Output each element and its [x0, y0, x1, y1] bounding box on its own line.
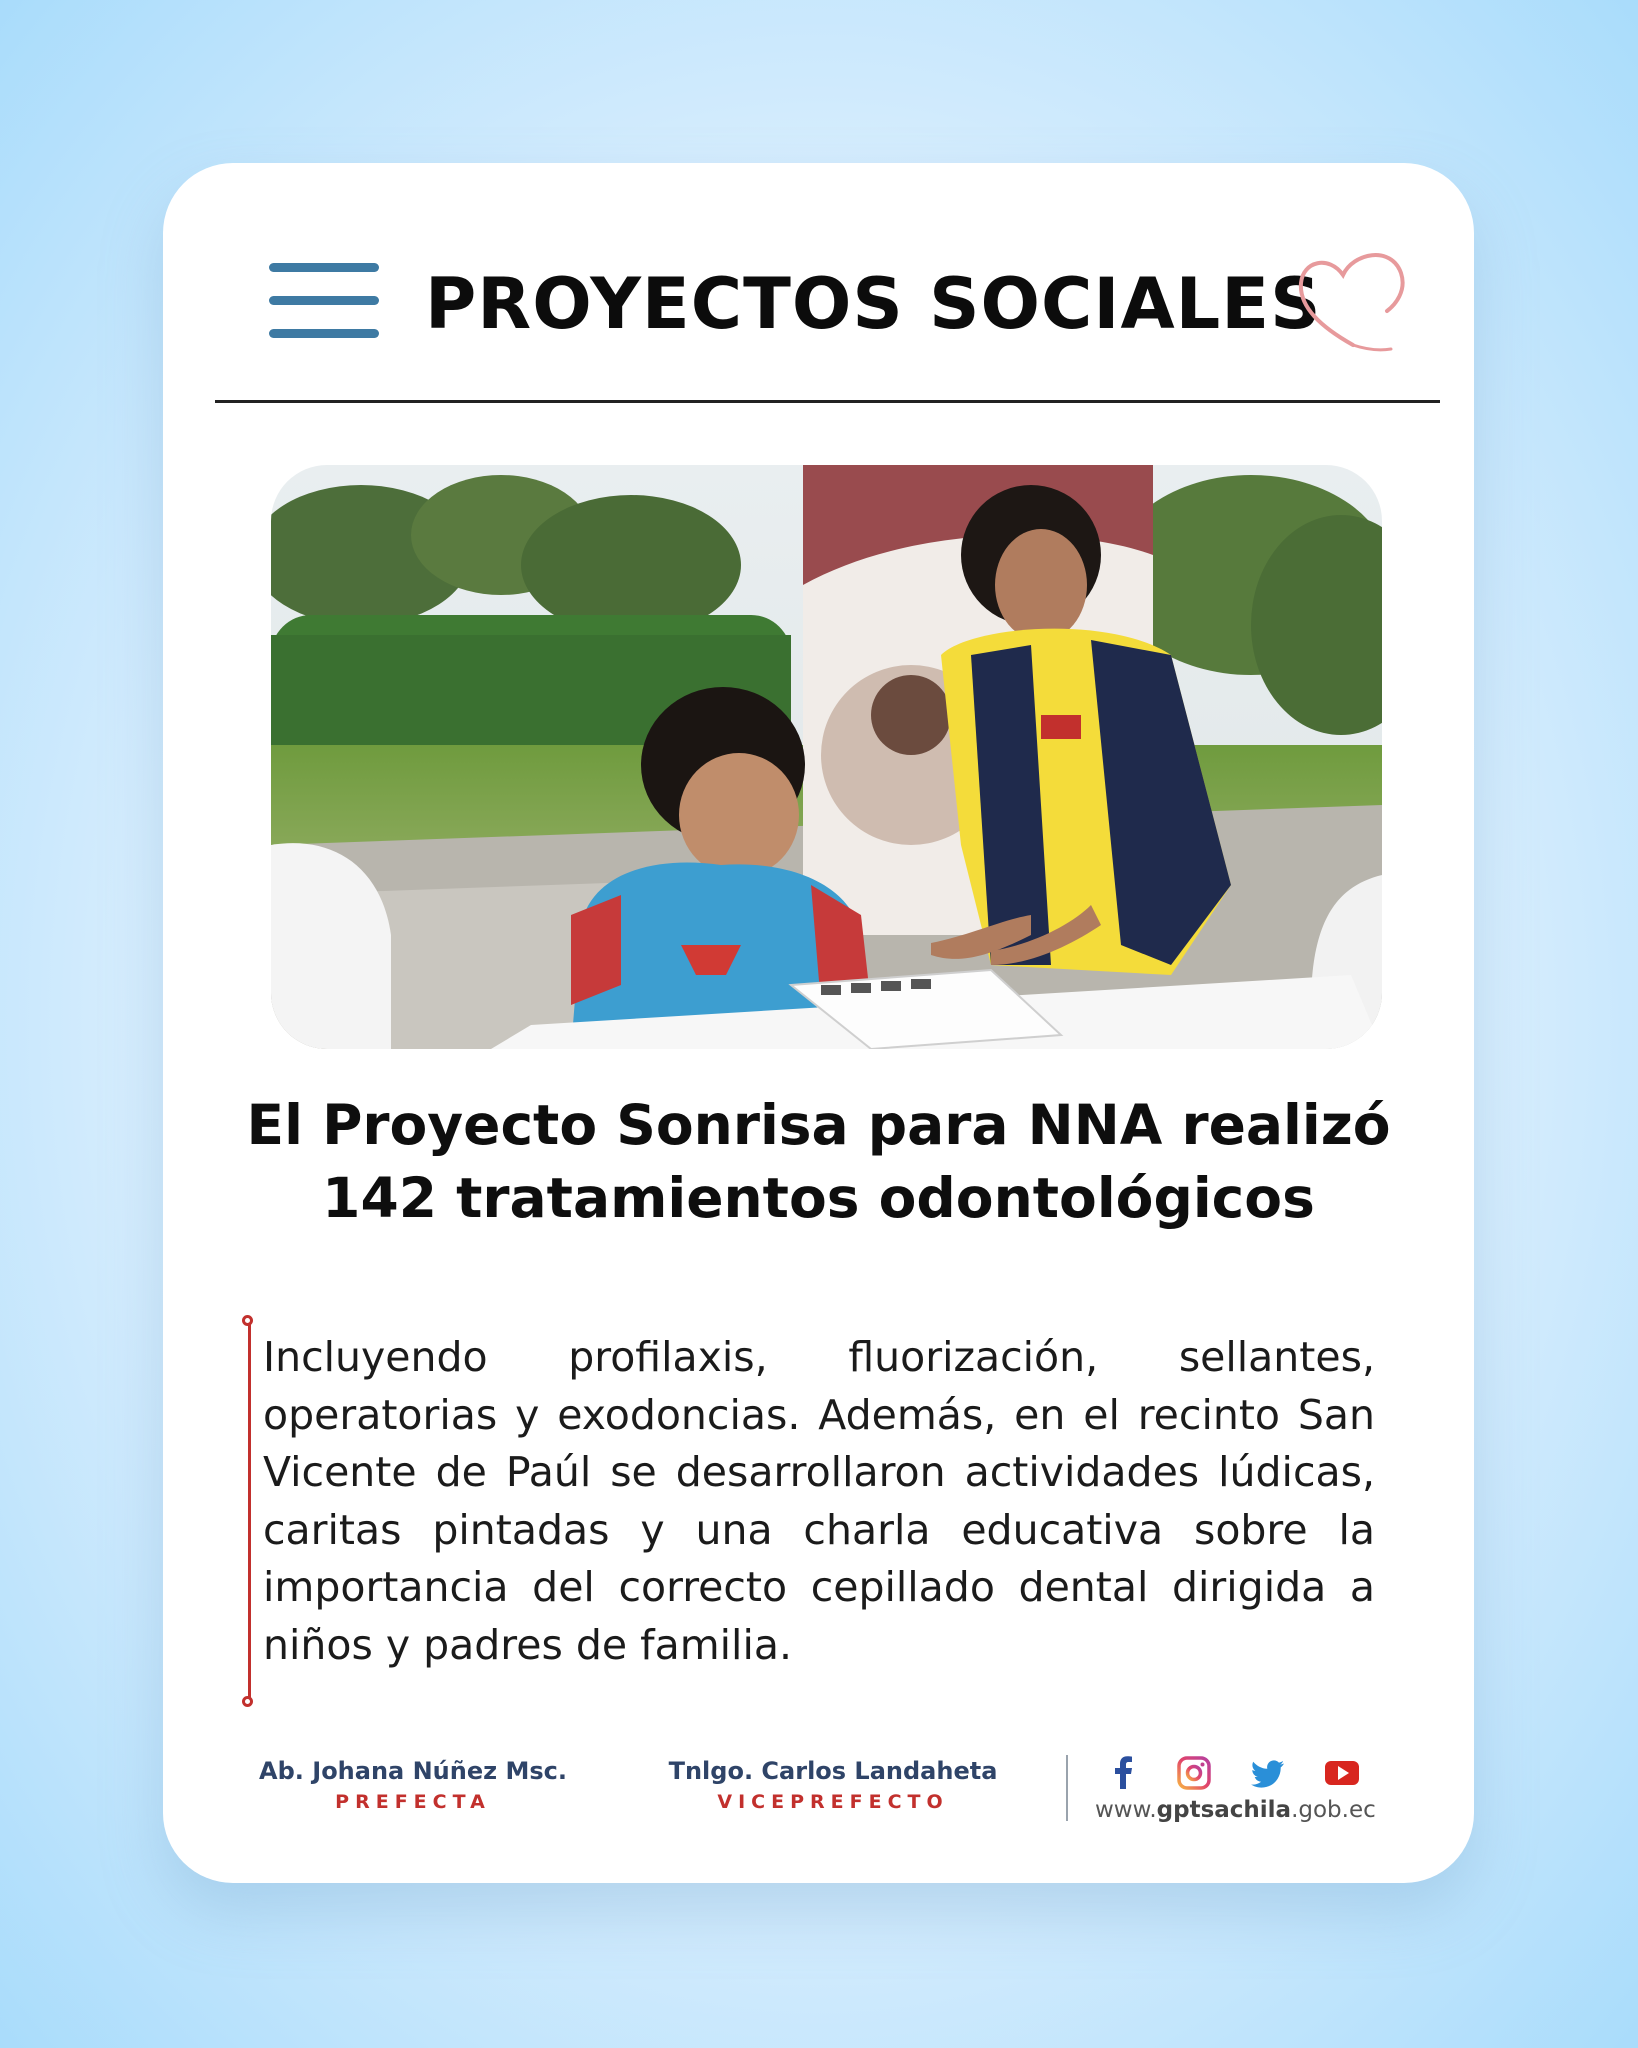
quote-bar	[248, 1321, 251, 1701]
website-suffix: .gob.ec	[1291, 1797, 1376, 1823]
header-divider	[215, 400, 1440, 403]
signature-role: PREFECTA	[335, 1791, 491, 1813]
quote-bar-cap	[242, 1696, 253, 1707]
hamburger-icon[interactable]	[269, 263, 379, 343]
footer-separator	[1066, 1755, 1068, 1821]
quote-bar-cap	[242, 1315, 253, 1326]
facebook-icon[interactable]	[1106, 1755, 1142, 1791]
body-text: Incluyendo profilaxis, fluorización, sellantes, operatorias y exodoncias. Además, en el recinto San Vicente de Paúl se desarrollaron actividades lúdicas, caritas pintadas y una charla educativa sobre la importancia del correcto cepillado dental dirigida a niños y padres de familia.	[263, 1333, 1375, 1669]
signature-role: VICEPREFECTO	[717, 1791, 949, 1813]
signature-prefecta	[243, 1755, 583, 1817]
signature-viceprefecto	[653, 1755, 1013, 1817]
post-card	[163, 163, 1474, 1883]
website-link[interactable]	[1095, 1797, 1395, 1823]
youtube-icon[interactable]	[1324, 1755, 1360, 1791]
social-links	[1106, 1755, 1406, 1795]
instagram-icon[interactable]	[1176, 1755, 1212, 1791]
signature-name: Tnlgo. Carlos Landaheta	[668, 1757, 998, 1785]
twitter-icon[interactable]	[1250, 1755, 1286, 1791]
headline: El Proyecto Sonrisa para NNA realizó 142 tratamientos odontológicos	[246, 1093, 1391, 1230]
heart-icon	[1291, 245, 1411, 355]
event-photo	[271, 465, 1382, 1049]
website-domain: gptsachila	[1156, 1797, 1292, 1823]
website-prefix: www.	[1095, 1797, 1157, 1823]
signature-name: Ab. Johana Núñez Msc.	[259, 1757, 567, 1785]
section-title: PROYECTOS SOCIALES	[425, 263, 1322, 345]
